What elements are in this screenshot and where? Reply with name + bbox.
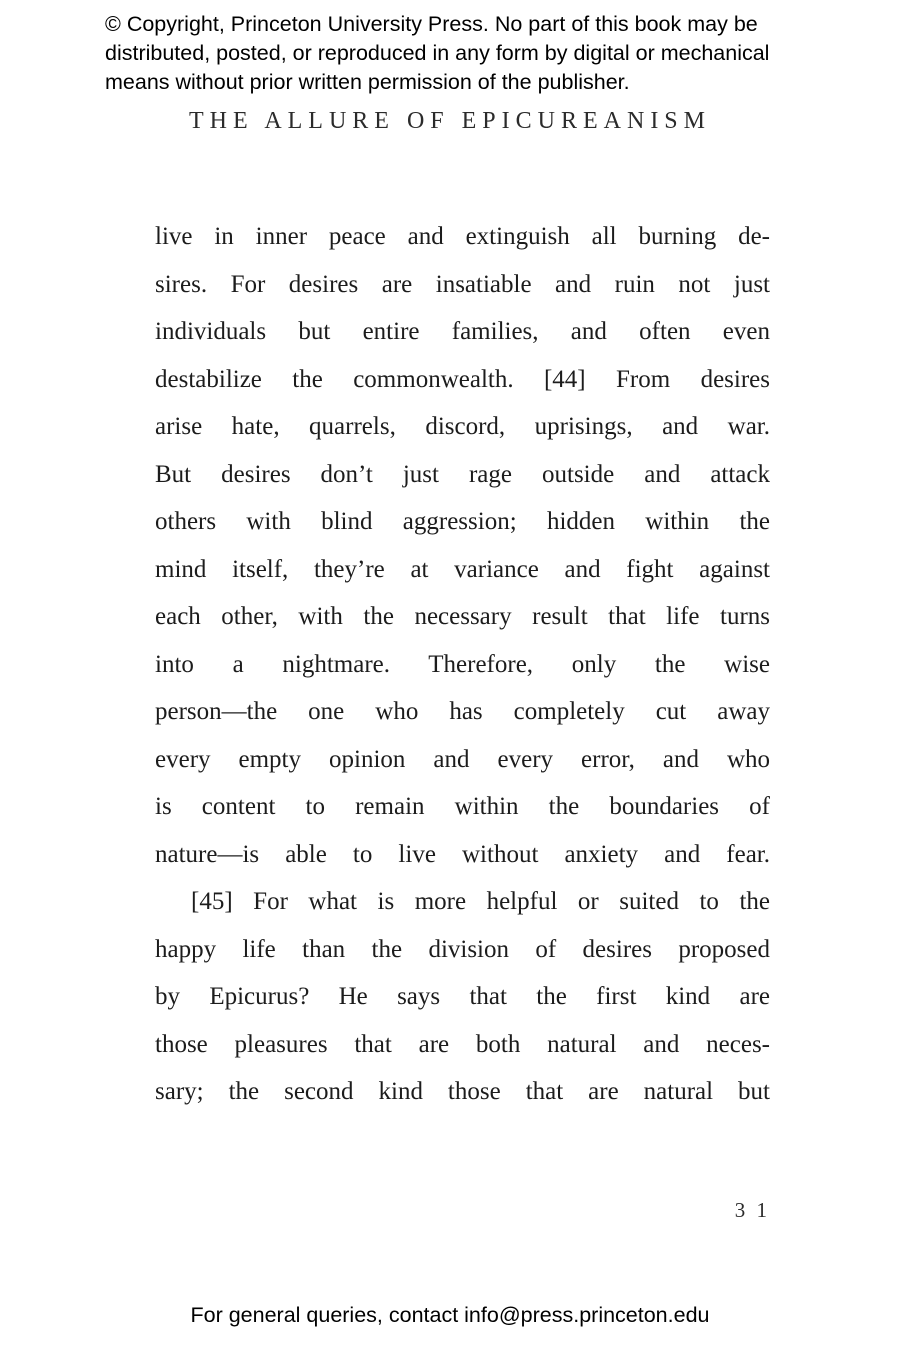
footer-contact-line: For general queries, contact info@press.princeton.edu	[190, 1303, 710, 1327]
text-line: But desires don’t just rage outside and attack	[155, 460, 770, 488]
text-line: others with blind aggression; hidden within the	[155, 508, 770, 535]
text-line: by Epicurus? He says that the first kind are	[155, 983, 770, 1010]
text-line: individuals but entire families, and often even	[155, 318, 770, 345]
text-line: happy life than the division of desires proposed	[155, 935, 770, 963]
page-number: 3 1	[734, 1198, 770, 1222]
text-line: destabilize the commonwealth. [44] From desires	[155, 365, 770, 393]
paragraph-1	[155, 213, 770, 878]
text-line: sires. For desires are insatiable and ruin not just	[155, 270, 770, 298]
text-line: person—the one who has completely cut away	[155, 698, 770, 725]
text-line: mind itself, they’re at variance and fight against	[155, 555, 770, 583]
copyright-line: distributed, posted, or reproduced in any form by digital or mechanical	[105, 41, 770, 65]
body-text-block	[155, 213, 770, 1116]
copyright-notice	[105, 10, 769, 97]
text-line: live in inner peace and extinguish all burning de-	[155, 223, 770, 250]
text-line: every empty opinion and every error, and who	[155, 745, 770, 773]
copyright-line: means without prior written permission of the publisher.	[105, 70, 630, 94]
text-line: sary; the second kind those that are natural but	[155, 1078, 770, 1105]
text-line: [45] For what is more helpful or suited to the	[191, 888, 770, 915]
text-line: arise hate, quarrels, discord, uprisings, and war.	[155, 413, 770, 440]
text-line: is content to remain within the boundaries of	[155, 793, 770, 820]
running-head-chapter-title: THE ALLURE OF EPICUREANISM	[188, 108, 711, 134]
text-line: those pleasures that are both natural and neces-	[155, 1030, 770, 1058]
text-line: each other, with the necessary result that life turns	[155, 603, 770, 630]
paragraph-2	[155, 878, 770, 1116]
copyright-line: © Copyright, Princeton University Press. No part of this book may be	[105, 12, 758, 36]
text-line: nature—is able to live without anxiety and fear.	[155, 840, 770, 868]
text-line: into a nightmare. Therefore, only the wise	[155, 650, 770, 678]
